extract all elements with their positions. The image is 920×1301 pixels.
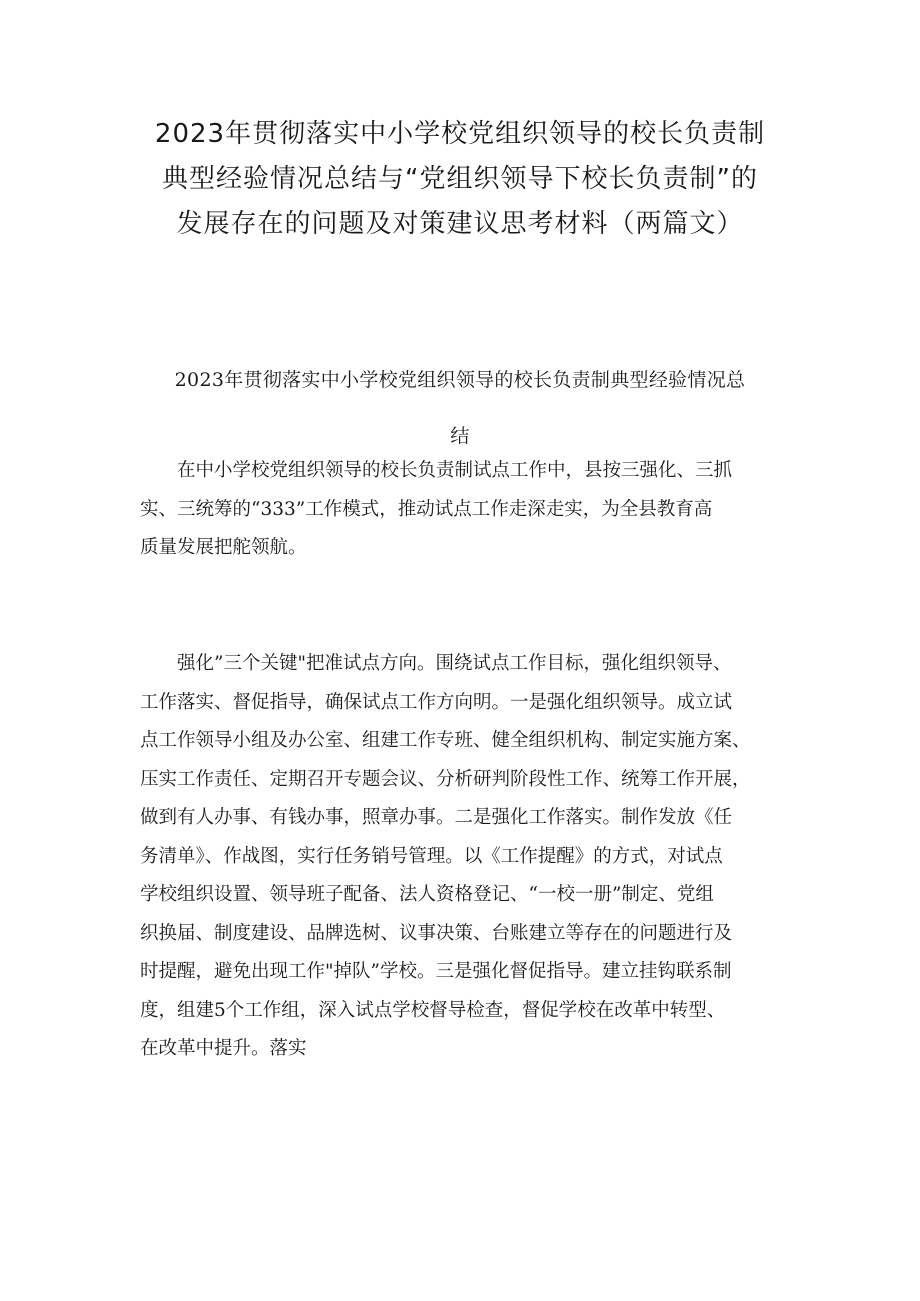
document-title (100, 112, 820, 247)
title-line-2: 典型经验情况总结与“党组织领导下校长负责制”的 (162, 164, 758, 194)
paragraph-line: 在中小学校党组织领导的校长负责制试点工作中，县按三强化、三抓 (140, 460, 733, 481)
paragraph-line: 质量发展把舵领航。 (140, 537, 307, 558)
section-title (100, 352, 820, 464)
title-line-3: 发展存在的问题及对策建议思考材料（两篇文） (176, 209, 744, 239)
paragraph-line: 实、三统筹的“333”工作模式，推动试点工作走深走实，为全县教育高 (140, 498, 713, 520)
paragraph-line: 强化”三个关键"把准试点方向。围绕试点工作目标，强化组织领导、 (140, 653, 732, 674)
paragraph-line: 在改革中提升。落实 (140, 1038, 307, 1059)
paragraph-line: 工作落实、督促指导，确保试点工作方向明。一是强化组织领导。成立试 (140, 691, 733, 713)
paragraph-line: 压实工作责任、定期召开专题会议、分析研判阶段性工作、统筹工作开展， (140, 768, 751, 790)
paragraph-line: 点工作领导小组及办公室、组建工作专班、健全组织机构、制定实施方案、 (140, 730, 751, 751)
paragraph-line: 度，组建5个工作组，深入试点学校督导检查，督促学校在改革中转型、 (140, 999, 726, 1021)
paragraph-line: 做到有人办事、有钱办事，照章办事。二是强化工作落实。制作发放《任 (140, 807, 733, 828)
paragraph-line: 务清单》、作战图，实行任务销号管理。以《工作提醒》的方式，对试点 (140, 845, 723, 867)
section-title-line-2: 结 (450, 425, 470, 447)
paragraph-line: 织换届、制度建设、品牌选树、议事决策、台账建立等存在的问题进行及 (140, 922, 733, 944)
paragraph-strengthen (140, 645, 800, 1069)
section-title-line-1: 2023年贯彻落实中小学校党组织领导的校长负责制典型经验情况总 (174, 369, 746, 391)
paragraph-line: 学校组织设置、领导班子配备、法人资格登记、“一校一册”制定、党组 (140, 884, 714, 905)
title-line-1: 2023年贯彻落实中小学校党组织领导的校长负责制 (154, 119, 766, 149)
paragraph-line: 时提醒，避免出现工作"掉队”学校。三是强化督促指导。建立挂钩联系制 (140, 961, 732, 982)
paragraph-intro (140, 452, 800, 568)
